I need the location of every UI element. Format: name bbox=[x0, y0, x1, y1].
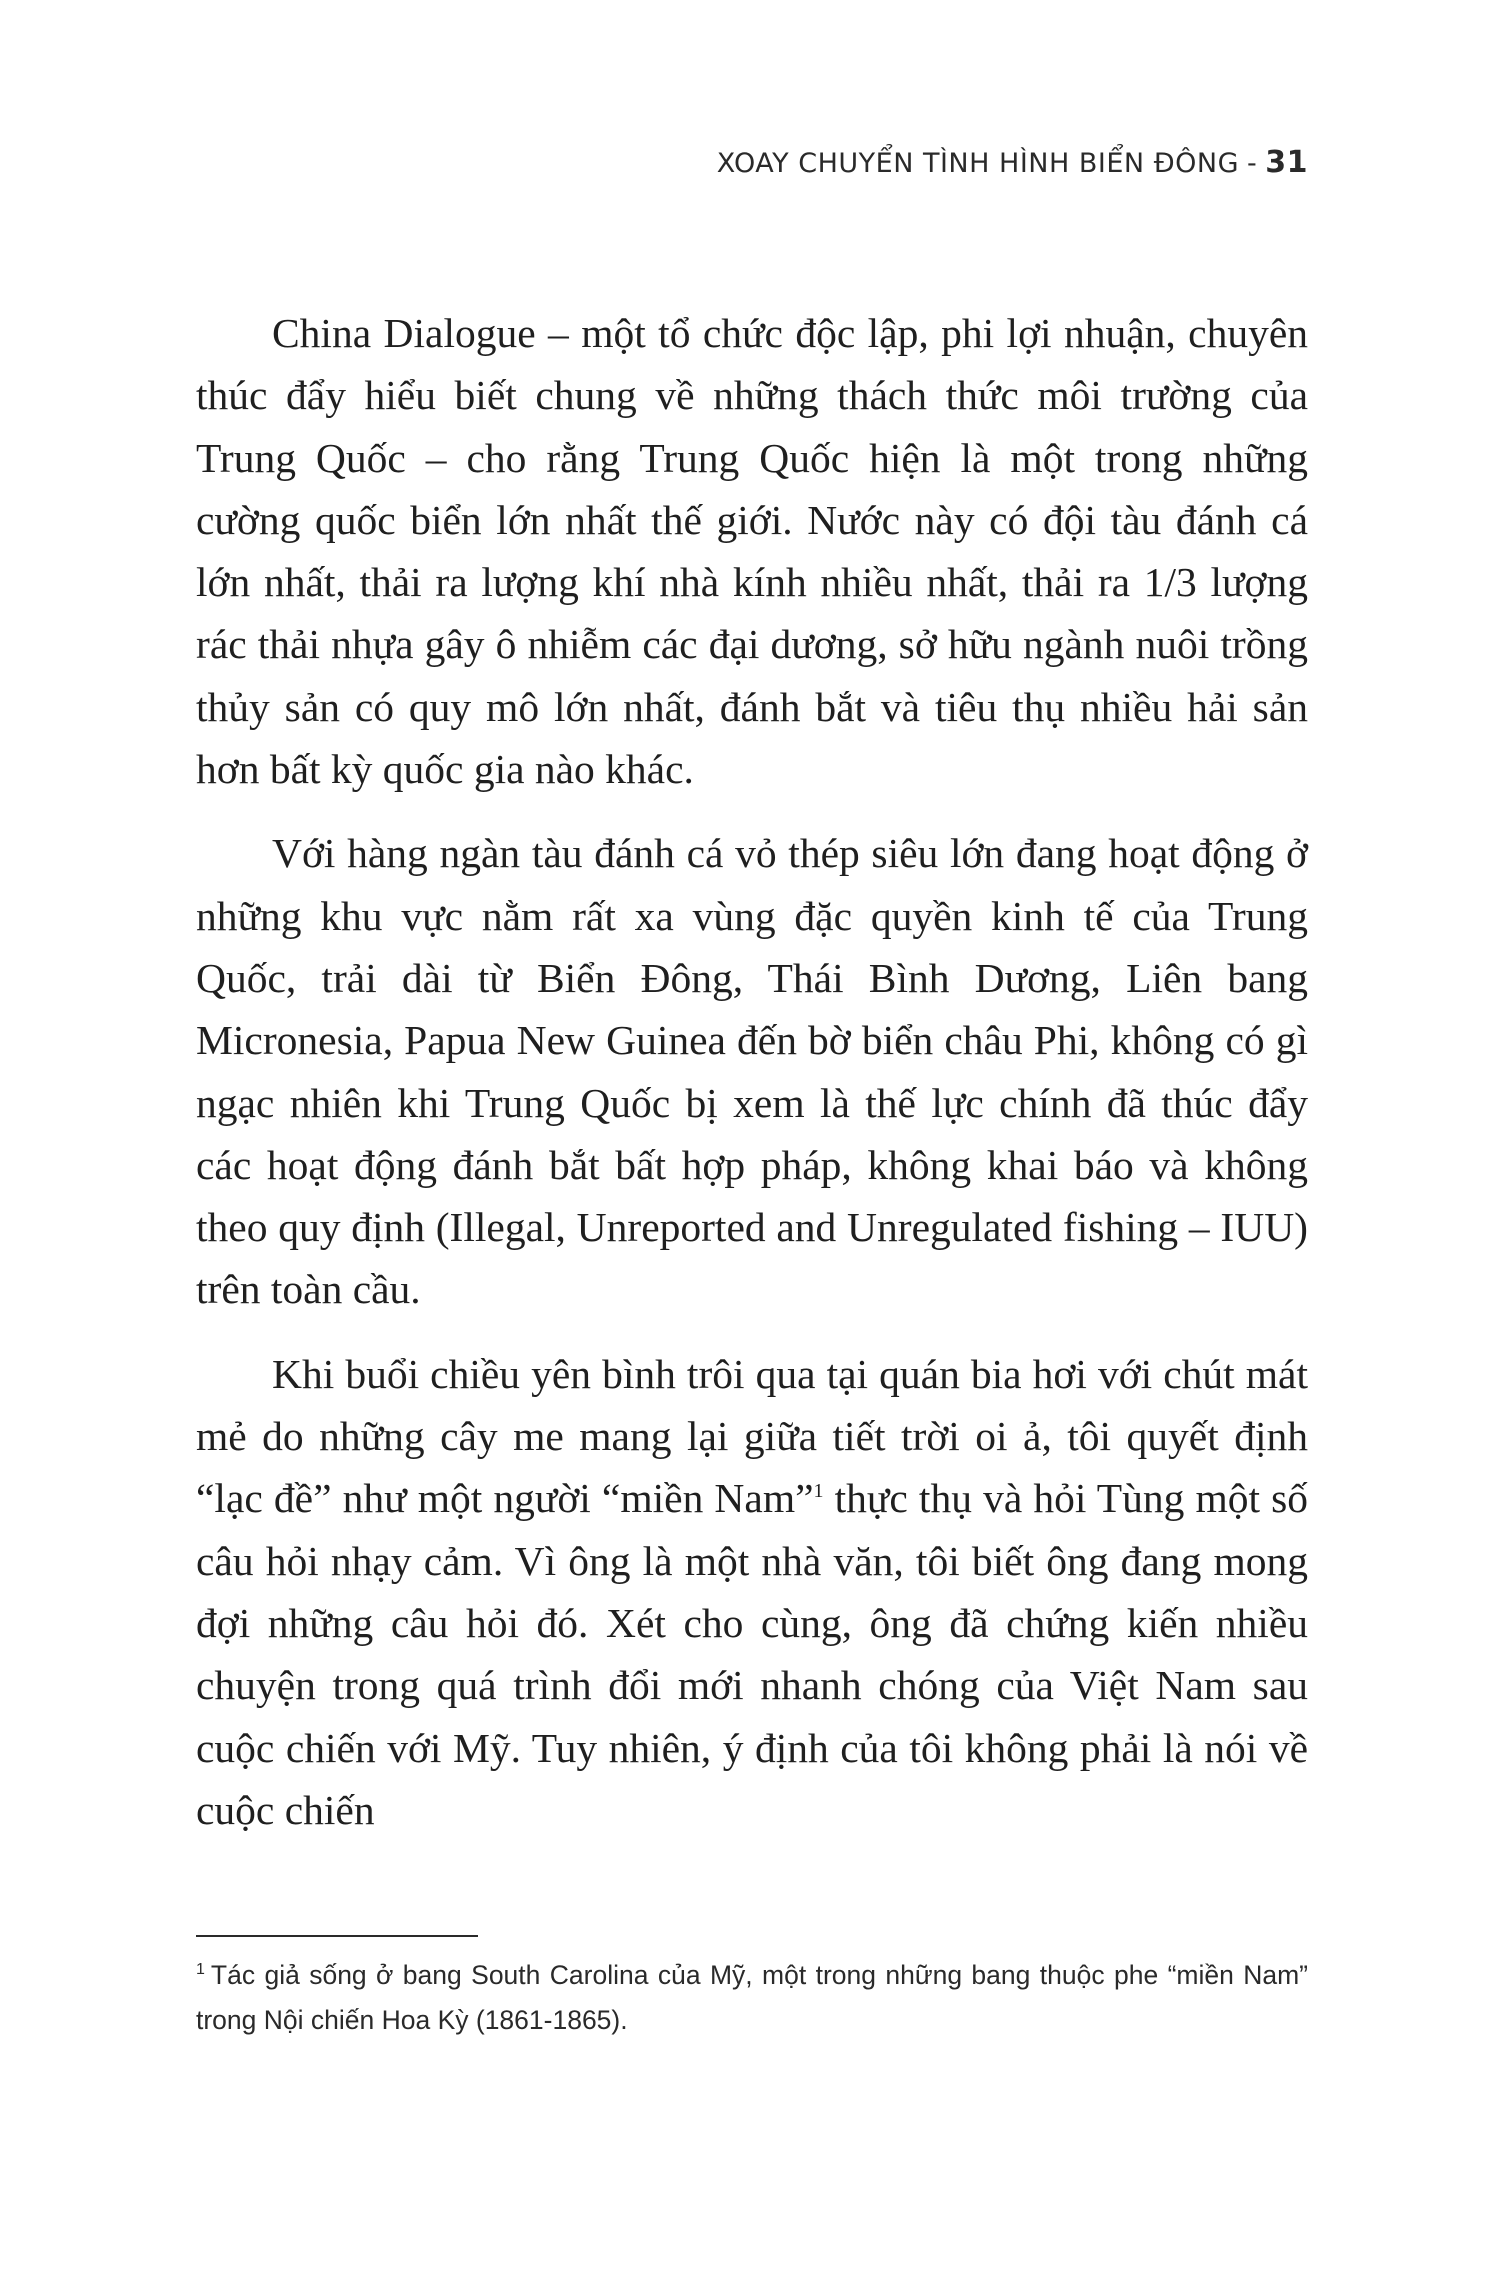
header-separator: - bbox=[1247, 148, 1258, 179]
footnote-reference: 1 bbox=[813, 1480, 824, 1503]
paragraph-3-text-before-ref: Khi buổi chiều yên bình trôi qua tại quán bia hơi với chút mát mẻ do những cây me mang lại giữa tiết trời oi ả, tôi quyết định “lạc đề” như một người “miền Nam” bbox=[196, 1350, 1308, 1522]
running-title: XOAY CHUYỂN TÌNH HÌNH BIỂN ĐÔNG bbox=[716, 148, 1239, 179]
paragraph-3-text-after-ref: thực thụ và hỏi Tùng một số câu hỏi nhạy cảm. Vì ông là một nhà văn, tôi biết ông đang mong đợi những câu hỏi đó. Xét cho cùng, ông đã chứng kiến nhiều chuyện trong quá trình đổi mới nhanh chóng của Việt Nam sau cuộc chiến với Mỹ. Tuy nhiên, ý định của tôi không phải là nói về cuộc chiến bbox=[196, 1475, 1309, 1833]
footnote bbox=[196, 1953, 1308, 2043]
footnote-text: Tác giả sống ở bang South Carolina của Mỹ, một trong những bang thuộc phe “miền Nam” trong Nội chiến Hoa Kỳ (1861-1865). bbox=[196, 1960, 1308, 2035]
paragraph-3 bbox=[196, 1343, 1308, 1841]
footnote-divider bbox=[196, 1935, 478, 1937]
paragraph-1: China Dialogue – một tổ chức độc lập, phi lợi nhuận, chuyên thúc đẩy hiểu biết chung về những thách thức môi trường của Trung Quốc – cho rằng Trung Quốc hiện là một trong những cường quốc biển lớn nhất thế giới. Nước này có đội tàu đánh cá lớn nhất, thải ra lượng khí nhà kính nhiều nhất, thải ra 1/3 lượng rác thải nhựa gây ô nhiễm các đại dương, sở hữu ngành nuôi trồng thủy sản có quy mô lớn nhất, đánh bắt và tiêu thụ nhiều hải sản hơn bất kỳ quốc gia nào khác. bbox=[196, 310, 1308, 793]
page-number: 31 bbox=[1265, 145, 1308, 180]
running-header bbox=[717, 145, 1308, 180]
paragraph-2: Với hàng ngàn tàu đánh cá vỏ thép siêu lớn đang hoạt động ở những khu vực nằm rất xa vùng đặc quyền kinh tế của Trung Quốc, trải dài từ Biển Đông, Thái Bình Dương, Liên bang Micronesia, Papua New Guinea đến bờ biển châu Phi, không có gì ngạc nhiên khi Trung Quốc bị xem là thế lực chính đã thúc đẩy các hoạt động đánh bắt bất hợp pháp, không khai báo và không theo quy định (Illegal, Unreported and Unregulated fishing – IUU) trên toàn cầu. bbox=[196, 830, 1308, 1313]
footnote-marker: 1 bbox=[196, 1961, 205, 1979]
body-text bbox=[196, 302, 1308, 1841]
